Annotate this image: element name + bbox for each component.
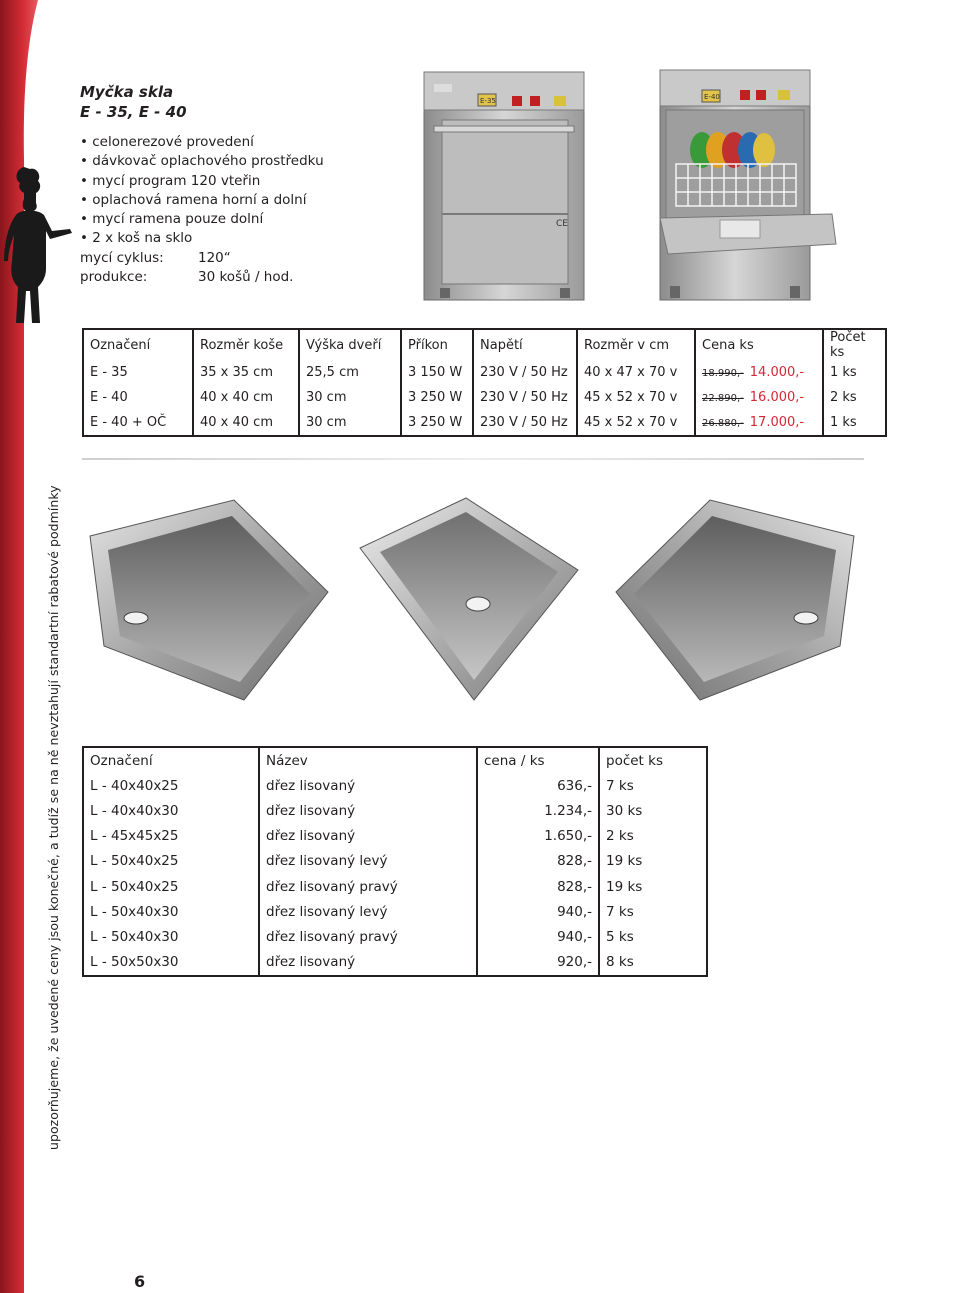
table-row xyxy=(83,798,707,823)
cell-name: dřez lisovaný xyxy=(259,824,477,849)
cell-dimensions: 45 x 52 x 70 v xyxy=(577,385,695,410)
cell-door: 30 cm xyxy=(299,385,401,410)
spec-row xyxy=(80,268,324,287)
display-label: E-35 xyxy=(480,97,496,105)
table-row xyxy=(83,874,707,899)
cell-door: 25,5 cm xyxy=(299,360,401,385)
cell-code: L - 45x45x25 xyxy=(83,824,259,849)
product-title xyxy=(80,82,187,122)
cell-name: dřez lisovaný levý xyxy=(259,849,477,874)
table-row xyxy=(83,849,707,874)
table-header: Výška dveří xyxy=(299,329,401,360)
cell-basket: 40 x 40 cm xyxy=(193,410,299,436)
cell-name: dřez lisovaný pravý xyxy=(259,924,477,949)
cell-power: 3 250 W xyxy=(401,385,473,410)
table-row xyxy=(83,773,707,798)
cell-voltage: 230 V / 50 Hz xyxy=(473,385,577,410)
table-header-row xyxy=(83,747,707,773)
cell-price xyxy=(695,360,823,385)
table-row xyxy=(83,385,886,410)
dishwasher-closed-image xyxy=(420,68,590,308)
cell-name: dřez lisovaný pravý xyxy=(259,874,477,899)
spec-label: mycí cyklus: xyxy=(80,249,164,266)
display-label: E-40 xyxy=(704,93,720,101)
table-row xyxy=(83,410,886,436)
cell-price xyxy=(695,410,823,436)
page-number: 6 xyxy=(134,1272,146,1291)
cell-count: 7 ks xyxy=(599,773,707,798)
cell-name: dřez lisovaný xyxy=(259,950,477,976)
cell-code: E - 40 + OČ xyxy=(83,410,193,436)
cell-price: 636,- xyxy=(477,773,599,798)
cell-code: L - 50x40x30 xyxy=(83,899,259,924)
new-price: 16.000,- xyxy=(749,390,805,405)
cell-name: dřez lisovaný levý xyxy=(259,899,477,924)
cell-code: L - 50x40x30 xyxy=(83,924,259,949)
table-header: Příkon xyxy=(401,329,473,360)
table-header: Označení xyxy=(83,329,193,360)
cell-count: 2 ks xyxy=(823,385,886,410)
table-row xyxy=(83,899,707,924)
cell-count: 19 ks xyxy=(599,874,707,899)
cell-price: 1.650,- xyxy=(477,824,599,849)
cell-code: L - 50x40x25 xyxy=(83,849,259,874)
side-disclaimer: upozorňujeme, že uvedené ceny jsou konečné, a tudíž se na ně nevztahují standartní rabatové podmínky xyxy=(46,485,61,1150)
cell-power: 3 250 W xyxy=(401,410,473,436)
dishwasher-table xyxy=(82,328,887,437)
table-row xyxy=(83,360,886,385)
spec-value: 120“ xyxy=(198,249,231,266)
cell-dimensions: 45 x 52 x 70 v xyxy=(577,410,695,436)
new-price: 17.000,- xyxy=(749,415,805,430)
table-header: Cena ks xyxy=(695,329,823,360)
cell-count: 7 ks xyxy=(599,899,707,924)
sink-image-right xyxy=(610,496,860,706)
feature-item: • celonerezové provedení xyxy=(80,134,254,150)
product-title-line1: Myčka skla xyxy=(80,83,174,101)
cell-code: L - 50x40x25 xyxy=(83,874,259,899)
new-price: 14.000,- xyxy=(749,365,805,380)
cell-count: 2 ks xyxy=(599,824,707,849)
sink-image-middle xyxy=(356,494,582,704)
cell-price: 940,- xyxy=(477,899,599,924)
ce-mark-icon: CE xyxy=(556,219,568,229)
table-row xyxy=(83,950,707,976)
cell-count: 5 ks xyxy=(599,924,707,949)
table-header: Označení xyxy=(83,747,259,773)
sink-image-left xyxy=(84,496,334,706)
old-price: 22.890,- xyxy=(702,393,744,404)
product-title-line2: E - 35, E - 40 xyxy=(80,103,187,121)
dishwasher-open-image xyxy=(640,68,840,308)
cell-code: L - 40x40x30 xyxy=(83,798,259,823)
cell-price xyxy=(695,385,823,410)
cell-count: 8 ks xyxy=(599,950,707,976)
cell-price: 1.234,- xyxy=(477,798,599,823)
cell-price: 920,- xyxy=(477,950,599,976)
cell-voltage: 230 V / 50 Hz xyxy=(473,410,577,436)
table-header: cena / ks xyxy=(477,747,599,773)
old-price: 18.990,- xyxy=(702,368,744,379)
feature-list xyxy=(80,133,324,287)
cell-power: 3 150 W xyxy=(401,360,473,385)
spec-label: produkce: xyxy=(80,269,148,286)
cell-code: E - 35 xyxy=(83,360,193,385)
spec-row xyxy=(80,249,324,268)
cell-dimensions: 40 x 47 x 70 v xyxy=(577,360,695,385)
spec-value: 30 košů / hod. xyxy=(198,269,294,286)
table-header-row xyxy=(83,329,886,360)
table-header: Rozměr koše xyxy=(193,329,299,360)
cell-count: 1 ks xyxy=(823,360,886,385)
cell-voltage: 230 V / 50 Hz xyxy=(473,360,577,385)
table-header: Počet ks xyxy=(823,329,886,360)
cell-door: 30 cm xyxy=(299,410,401,436)
old-price: 26.880,- xyxy=(702,418,744,429)
sink-table xyxy=(82,746,708,977)
chef-silhouette-icon xyxy=(2,165,74,330)
cell-price: 940,- xyxy=(477,924,599,949)
feature-item: • mycí ramena pouze dolní xyxy=(80,211,264,228)
cell-basket: 35 x 35 cm xyxy=(193,360,299,385)
feature-item: • oplachová ramena horní a dolní xyxy=(80,191,307,208)
section-divider xyxy=(82,458,864,460)
cell-name: dřez lisovaný xyxy=(259,773,477,798)
cell-name: dřez lisovaný xyxy=(259,798,477,823)
table-row xyxy=(83,824,707,849)
cell-code: L - 40x40x25 xyxy=(83,773,259,798)
cell-count: 19 ks xyxy=(599,849,707,874)
feature-item: • 2 x koš na sklo xyxy=(80,230,193,247)
cell-count: 1 ks xyxy=(823,410,886,436)
cell-count: 30 ks xyxy=(599,798,707,823)
cell-code: E - 40 xyxy=(83,385,193,410)
feature-item: • mycí program 120 vteřin xyxy=(80,172,261,189)
table-header: počet ks xyxy=(599,747,707,773)
table-row xyxy=(83,924,707,949)
cell-price: 828,- xyxy=(477,874,599,899)
table-header: Název xyxy=(259,747,477,773)
cell-price: 828,- xyxy=(477,849,599,874)
table-header: Napětí xyxy=(473,329,577,360)
feature-item: • dávkovač oplachového prostředku xyxy=(80,153,324,170)
table-header: Rozměr v cm xyxy=(577,329,695,360)
cell-code: L - 50x50x30 xyxy=(83,950,259,976)
cell-basket: 40 x 40 cm xyxy=(193,385,299,410)
